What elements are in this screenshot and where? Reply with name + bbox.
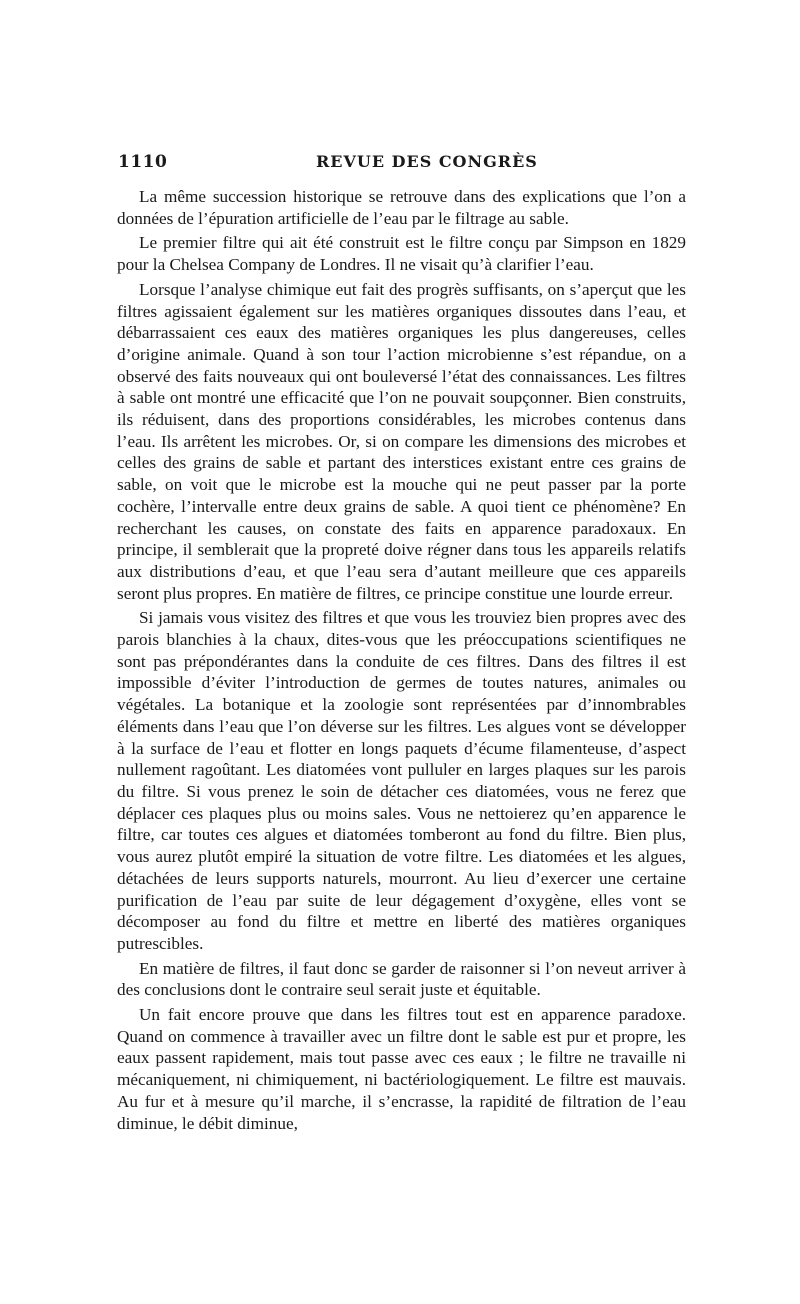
paragraph: Le premier filtre qui ait été construit est le filtre conçu par Simpson en 1829 pour la Chelsea Company de Londres. Il ne visait qu’à clarifier l’eau. <box>117 233 686 275</box>
paragraph: En matière de filtres, il faut donc se garder de raisonner si l’on neveut arriver à des conclusions dont le contraire seul serait juste et équitable. <box>117 958 686 1000</box>
running-title: REVUE DES CONGRÈS <box>316 152 538 171</box>
body-text <box>117 186 686 1137</box>
page-header <box>118 152 686 178</box>
paragraph: Un fait encore prouve que dans les filtres tout est en apparence paradoxe. Quand on commence à travailler avec un filtre dont le sable est pur et propre, les eaux passent rapidement, mais tout passe avec ces eaux ; le filtre ne travaille ni mécaniquement, ni chimiquement, ni bactériologiquement. Le filtre est mauvais. Au fur et à mesure qu’il marche, il s’encrasse, la rapidité de filtration de l’eau diminue, le débit diminue, <box>117 1005 686 1133</box>
paragraph: La même succession historique se retrouve dans des explications que l’on a données de l’épuration artificielle de l’eau par le filtrage au sable. <box>117 187 686 228</box>
paragraph: Lorsque l’analyse chimique eut fait des progrès suffisants, on s’aperçut que les filtres agissaient également sur les matières organiques dissoutes dans l’eau, et débarrassaient ces eaux des matières organiques les plus dangereuses, celles d’origine animale. Quand à son tour l’action microbienne s’est répandue, on a observé des faits nouveaux qui ont bouleversé l’état des connaissances. Les filtres à sable ont montré une efficacité que l’on ne pouvait soupçonner. Bien construits, ils réduisent, dans des proportions considérables, les microbes contenus dans l’eau. Ils arrêtent les microbes. Or, si on compare les dimensions des microbes et celles des grains de sable et partant des interstices existant entre ces grains de sable, on voit que le microbe est la mouche qui ne peut passer par la porte cochère, l’intervalle entre deux grains de sable. A quoi tient ce phénomène? En recherchant les causes, on constate des faits en apparence paradoxaux. En principe, il semblerait que la propreté doive régner dans tous les appareils relatifs aux distributions d’eau, et que l’eau sera d’autant meilleure que ces appareils seront plus propres. En matière de filtres, ce principe constitue une lourde erreur. <box>117 279 686 603</box>
paragraph: Si jamais vous visitez des filtres et que vous les trouviez bien propres avec des parois blanchies à la chaux, dites-vous que les préoccupations scientifiques ne sont pas prépondérantes dans la conduite de ces filtres. Dans des filtres il est impossible d’éviter l’introduction de germes de toutes natures, animales ou végétales. La botanique et la zoologie sont représentées par d’innombrables éléments dans l’eau que l’on déverse sur les filtres. Les algues vont se développer à la surface de l’eau et flotter en longs paquets d’écume filamenteuse, d’aspect nullement ragoûtant. Les diatomées vont pulluler en larges plaques sur les parois du filtre. Si vous prenez le soin de détacher ces diatomées, vous ne ferez que déplacer ces plaques plus ou moins sales. Vous ne nettoierez qu’en apparence le filtre, car toutes ces algues et diatomées tomberont au fond du filtre. Bien plus, vous aurez plutôt empiré la situation de votre filtre. Les diatomées et les algues, détachées de leurs supports naturels, mourront. Au lieu d’exercer une certaine purification de l’eau par suite de leur dégagement d’oxygène, elles vont se décomposer au fond du filtre et mettre en liberté des matières organiques putrescibles. <box>117 608 686 953</box>
page-number: 1110 <box>118 152 168 172</box>
